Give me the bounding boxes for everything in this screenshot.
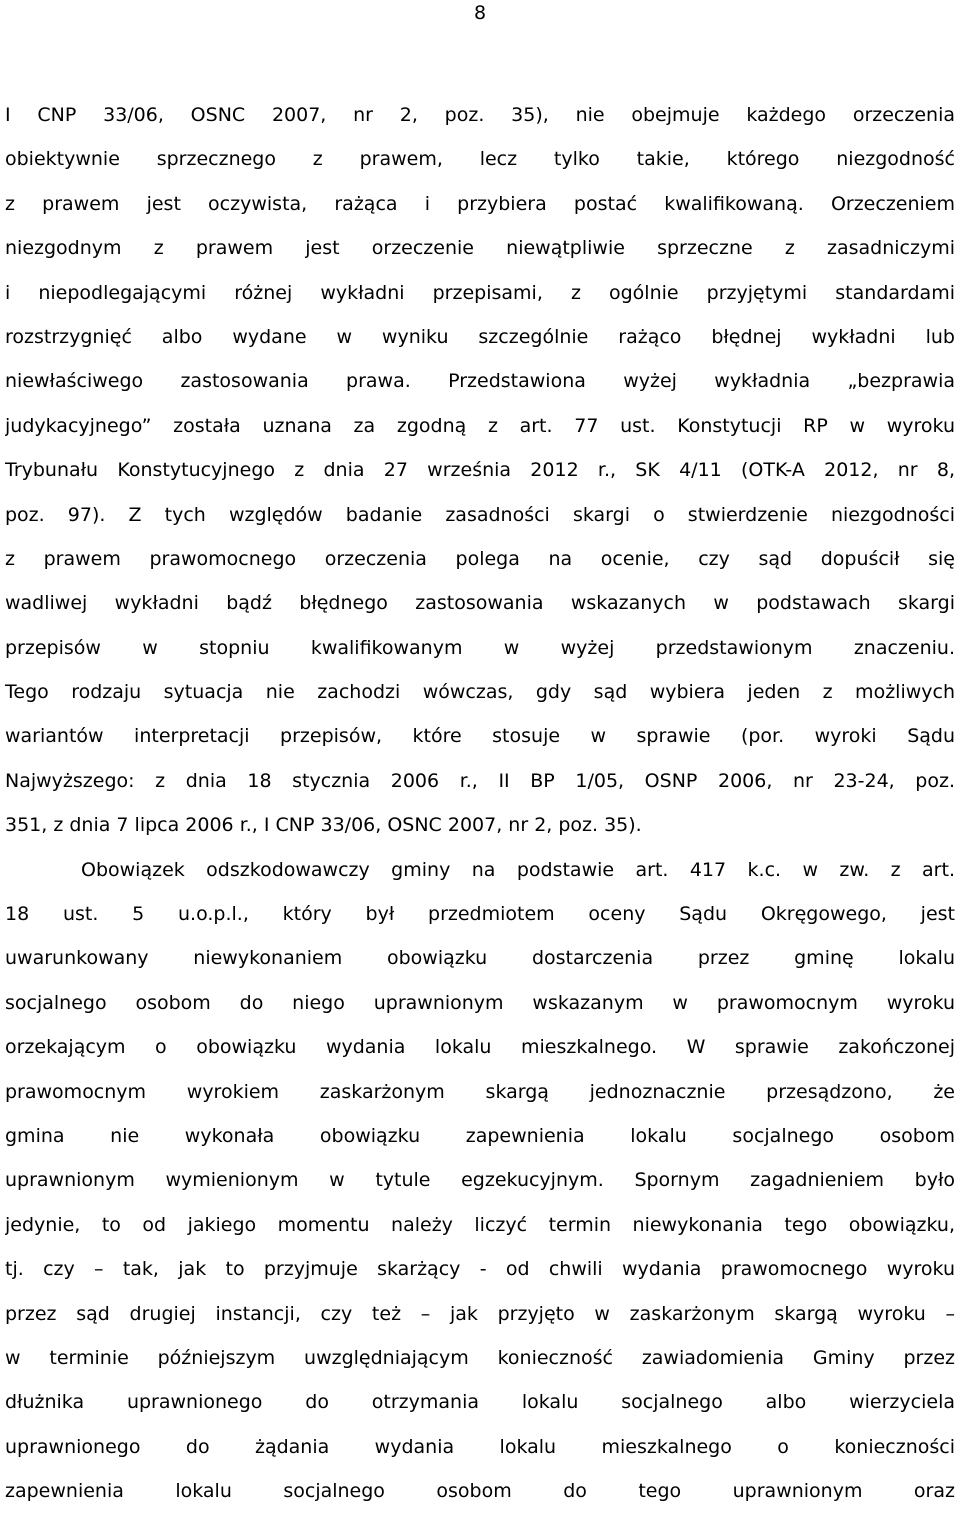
text-line: uprawnionym wymienionym w tytule egzekucyjnym. Spornym zagadnieniem było <box>5 1169 955 1192</box>
text-line: wariantów interpretacji przepisów, które stosuje w sprawie (por. wyroki Sądu <box>5 725 955 748</box>
text-line: jedynie, to od jakiego momentu należy liczyć termin niewykonania tego obowiązku, <box>5 1213 955 1236</box>
page-number: 8 <box>473 2 487 24</box>
text-line: Najwyższego: z dnia 18 stycznia 2006 r., II BP 1/05, OSNP 2006, nr 23-24, poz. <box>5 769 955 792</box>
text-line: poz. 97). Z tych względów badanie zasadności skargi o stwierdzenie niezgodności <box>5 503 955 526</box>
text-line: gmina nie wykonała obowiązku zapewnienia lokalu socjalnego osobom <box>5 1124 955 1147</box>
text-line: niezgodnym z prawem jest orzeczenie niewątpliwie sprzeczne z zasadniczymi <box>5 237 955 260</box>
text-line: zapewnienia lokalu socjalnego osobom do tego uprawnionym oraz <box>5 1480 955 1503</box>
text-line: orzekającym o obowiązku wydania lokalu mieszkalnego. W sprawie zakończonej <box>5 1036 955 1059</box>
text-line: prawomocnym wyrokiem zaskarżonym skargą jednoznacznie przesądzono, że <box>5 1080 955 1103</box>
text-line: uwarunkowany niewykonaniem obowiązku dostarczenia przez gminę lokalu <box>5 947 955 970</box>
text-line: przez sąd drugiej instancji, czy też – jak przyjęto w zaskarżonym skargą wyroku – <box>5 1302 955 1325</box>
text-line: 351, z dnia 7 lipca 2006 r., I CNP 33/06, OSNC 2007, nr 2, poz. 35). <box>5 814 642 837</box>
text-line: socjalnego osobom do niego uprawnionym wskazanym w prawomocnym wyroku <box>5 991 955 1014</box>
text-line: z prawem jest oczywista, rażąca i przybiera postać kwalifikowaną. Orzeczeniem <box>5 192 955 215</box>
text-line: Tego rodzaju sytuacja nie zachodzi wówczas, gdy sąd wybiera jeden z możliwych <box>5 681 955 704</box>
text-line: tj. czy – tak, jak to przyjmuje skarżący - od chwili wydania prawomocnego wyroku <box>5 1258 955 1281</box>
text-line: dłużnika uprawnionego do otrzymania lokalu socjalnego albo wierzyciela <box>5 1391 955 1414</box>
text-line: z prawem prawomocnego orzeczenia polega na ocenie, czy sąd dopuścił się <box>5 547 955 570</box>
text-line: 18 ust. 5 u.o.p.l., który był przedmiotem oceny Sądu Okręgowego, jest <box>5 903 955 926</box>
text-line: wadliwej wykładni bądź błędnego zastosowania wskazanych w podstawach skargi <box>5 592 955 615</box>
text-line: i niepodlegającymi różnej wykładni przepisami, z ogólnie przyjętymi standardami <box>5 281 955 304</box>
text-line: Obowiązek odszkodowawczy gminy na podstawie art. 417 k.c. w zw. z art. <box>81 858 955 881</box>
text-line: judykacyjnego” została uznana za zgodną z art. 77 ust. Konstytucji RP w wyroku <box>5 414 955 437</box>
text-line: obiektywnie sprzecznego z prawem, lecz tylko takie, którego niezgodność <box>5 148 955 171</box>
document-body <box>5 93 955 1514</box>
text-line: uprawnionego do żądania wydania lokalu mieszkalnego o konieczności <box>5 1435 955 1458</box>
text-line: I CNP 33/06, OSNC 2007, nr 2, poz. 35), nie obejmuje każdego orzeczenia <box>5 104 955 126</box>
text-line: przepisów w stopniu kwalifikowanym w wyżej przedstawionym znaczeniu. <box>5 636 955 659</box>
text-line: niewłaściwego zastosowania prawa. Przedstawiona wyżej wykładnia „bezprawia <box>5 370 955 393</box>
text-line: Trybunału Konstytucyjnego z dnia 27 września 2012 r., SK 4/11 (OTK-A 2012, nr 8, <box>5 459 955 482</box>
text-line: w terminie późniejszym uwzględniającym konieczność zawiadomienia Gminy przez <box>5 1346 955 1369</box>
text-line: rozstrzygnięć albo wydane w wyniku szczególnie rażąco błędnej wykładni lub <box>5 325 955 348</box>
